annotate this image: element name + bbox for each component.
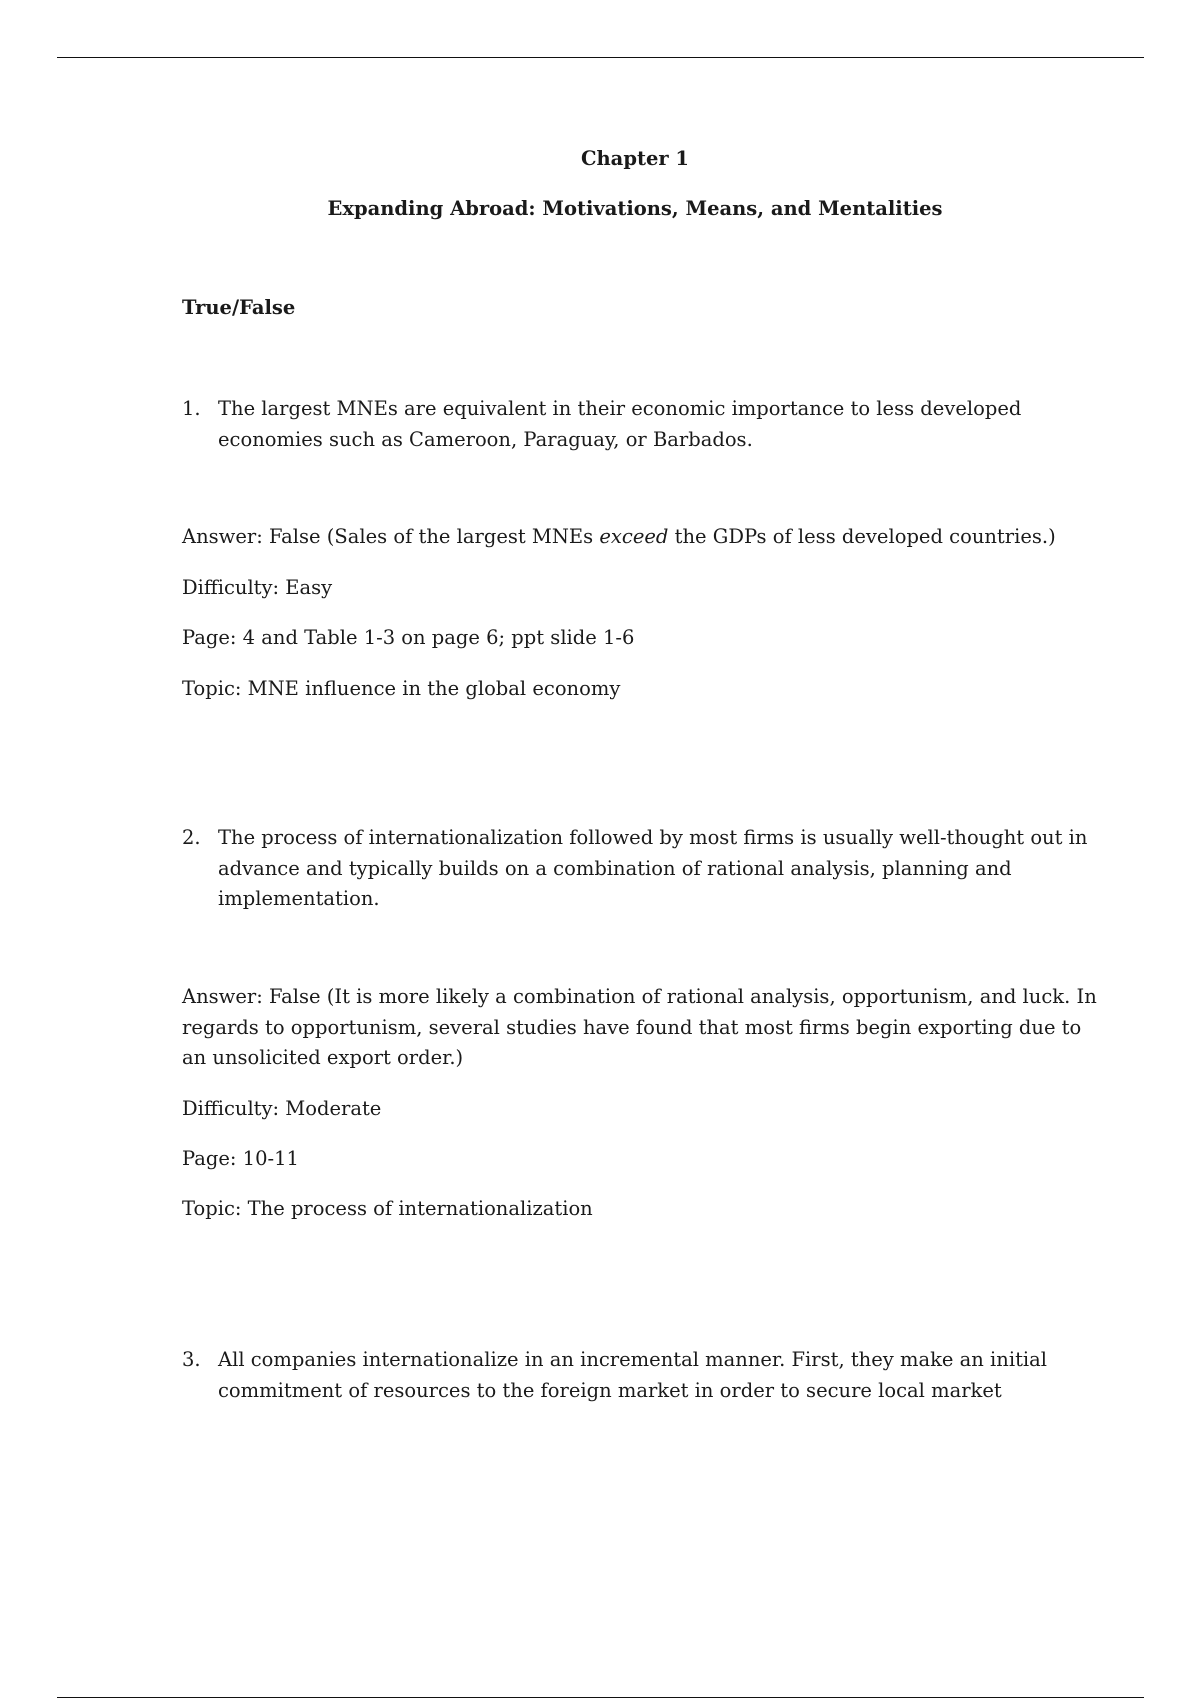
question-line: The process of internationalization followed by most firms is usually well-thought out in — [218, 826, 1088, 849]
top-rule — [57, 57, 1144, 58]
question-line: economies such as Cameroon, Paraguay, or Barbados. — [218, 427, 753, 451]
topic-2: Topic: The process of internationalization — [182, 1197, 593, 1220]
bottom-rule — [57, 1697, 1144, 1698]
question-text — [218, 823, 1087, 915]
question-line: advance and typically builds on a combination of rational analysis, planning and — [218, 856, 1012, 880]
page-ref-1: Page: 4 and Table 1-3 on page 6; ppt slide 1-6 — [182, 626, 635, 649]
question-line: implementation. — [218, 887, 380, 910]
question-text — [218, 394, 1021, 455]
answer-prefix: Answer: False (Sales of the largest MNEs — [182, 525, 600, 548]
question-line: All companies internationalize in an incremental manner. First, they make an initial — [218, 1348, 1048, 1371]
page-ref-2: Page: 10-11 — [182, 1147, 299, 1170]
answer-suffix: the GDPs of less developed countries.) — [668, 525, 1056, 548]
section-heading: True/False — [182, 296, 296, 319]
chapter-label: Chapter 1 — [580, 147, 689, 170]
answer-line: Answer: False (It is more likely a combination of rational analysis, opportunism, and luck. In — [182, 985, 1097, 1008]
answer-line: an unsolicited export order.) — [182, 1046, 464, 1069]
question-text — [218, 1345, 1047, 1406]
answer-1 — [182, 522, 1056, 553]
answer-line: regards to opportunism, several studies have found that most firms begin exporting due to — [182, 1015, 1082, 1039]
answer-2 — [182, 982, 1097, 1074]
answer-emphasis: exceed — [599, 525, 669, 548]
chapter-title: Expanding Abroad: Motivations, Means, and Mentalities — [327, 197, 943, 220]
question-number: 2. — [182, 826, 201, 849]
question-line: The largest MNEs are equivalent in their economic importance to less developed — [218, 397, 1022, 420]
question-number: 1. — [182, 397, 201, 420]
topic-1: Topic: MNE influence in the global economy — [182, 677, 621, 700]
question-number: 3. — [182, 1348, 201, 1371]
difficulty-1: Difficulty: Easy — [182, 576, 333, 599]
difficulty-2: Difficulty: Moderate — [182, 1097, 382, 1120]
question-line: commitment of resources to the foreign market in order to secure local market — [218, 1378, 1002, 1402]
